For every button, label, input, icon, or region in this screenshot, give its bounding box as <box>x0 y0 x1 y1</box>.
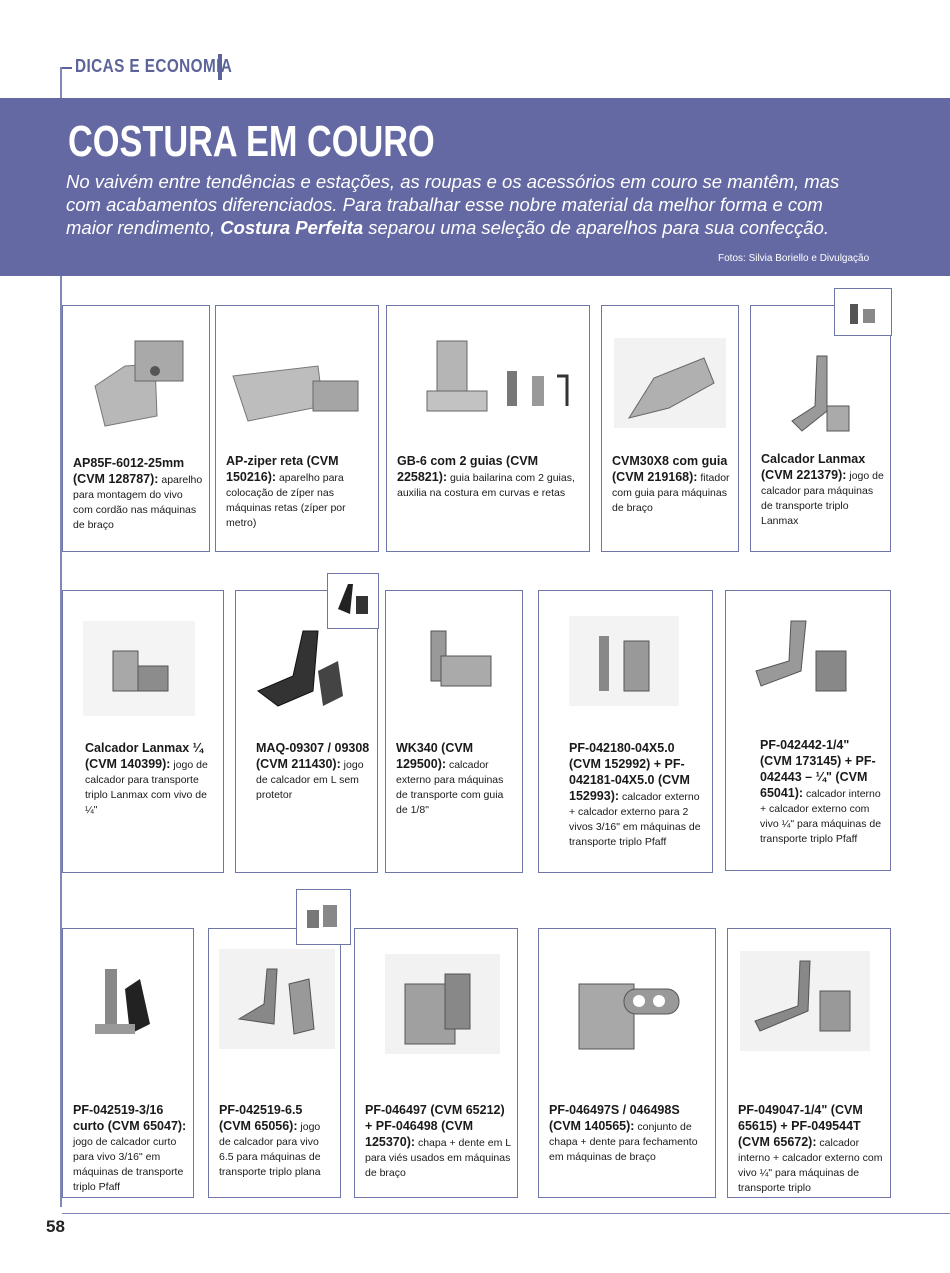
product-caption <box>612 454 732 516</box>
product-caption <box>396 741 516 818</box>
product-code: PF-042519-3/16 curto (CVM 65047): <box>73 1103 187 1133</box>
page-title: COSTURA EM COURO <box>68 117 435 166</box>
product-photo <box>614 338 726 428</box>
section-tag-bracket <box>213 54 222 80</box>
product-photo <box>75 949 183 1049</box>
photo-credit: Fotos: Silvia Boriello e Divulgação <box>718 253 870 264</box>
product-photo <box>406 616 506 711</box>
product-photo <box>219 949 335 1049</box>
product-caption <box>761 452 884 529</box>
product-desc: jogo de calcador curto para vivo 3/16" em máquinas de transporte triplo Pfaff <box>73 1136 184 1193</box>
product-code: MAQ-09307 / 09308 (CVM 211430): <box>256 741 370 771</box>
page-number: 58 <box>46 1217 65 1236</box>
intro-text-part: No vaivém entre tendências e estações, as roupas e os acessórios em couro se mantêm, mas com acabamentos diferenciados. Para trabalhar esse nobre material da melhor forma e com maior rendimento, <box>66 171 840 238</box>
product-photo <box>751 611 861 706</box>
product-caption <box>226 454 372 531</box>
product-card <box>354 928 518 1198</box>
product-caption <box>397 454 583 501</box>
product-code: CVM30X8 com guia (CVM 219168): <box>612 454 728 484</box>
product-caption <box>760 738 884 847</box>
product-card <box>727 928 891 1198</box>
product-desc: guia bailarina com 2 guias, auxilia na costura em curvas e retas <box>397 472 575 499</box>
product-caption <box>85 741 217 818</box>
product-card <box>386 305 590 552</box>
product-photo <box>787 351 857 441</box>
product-card <box>208 928 341 1198</box>
product-code: AP85F-6012-25mm (CVM 128787): <box>73 456 185 486</box>
product-photo <box>83 621 195 716</box>
detail-thumbnail <box>296 889 351 945</box>
product-desc: jogo de calcador para vivo 6.5 para máquinas de transporte triplo plana <box>219 1121 321 1178</box>
product-caption <box>549 1103 709 1165</box>
product-desc: aparelho para montagem do vivo com cordão nas máquinas de braço <box>73 474 203 531</box>
product-desc: jogo de calcador para transporte triplo Lanmax com vivo de ¼" <box>85 759 208 816</box>
product-desc: calcador externo para máquinas de transporte com guia de 1/8" <box>396 759 504 816</box>
product-caption <box>569 741 706 850</box>
detail-photo <box>835 289 890 334</box>
product-photo <box>228 346 368 436</box>
intro-brand: Costura Perfeita <box>220 217 364 238</box>
product-card <box>750 305 891 552</box>
product-photo <box>85 326 189 436</box>
product-card <box>215 305 379 552</box>
product-photo <box>407 331 577 441</box>
product-code: WK340 (CVM 129500): <box>396 741 474 771</box>
product-desc: jogo de calcador em L sem protetor <box>256 759 364 801</box>
product-code: PF-049047-1/4" (CVM 65615) + PF-049544T (CVM 65672): <box>738 1103 863 1149</box>
product-card <box>62 590 224 873</box>
product-desc: aparelho para colocação de zíper nas máquinas retas (zíper por metro) <box>226 472 346 529</box>
product-desc: calcador interno + calcador externo com vivo ¼" para máquinas de transporte triplo <box>738 1137 883 1194</box>
detail-thumbnail <box>834 288 892 336</box>
product-caption <box>219 1103 334 1180</box>
product-code: AP-ziper reta (CVM 150216): <box>226 454 339 484</box>
product-card <box>601 305 739 552</box>
product-code: PF-042180-04X5.0 (CVM 152992) + PF-042181-04X5.0 (CVM 152993): <box>569 741 690 803</box>
product-code: Calcador Lanmax ¼ (CVM 140399): <box>85 741 204 771</box>
product-photo <box>248 621 363 716</box>
detail-photo <box>328 574 377 627</box>
product-code: PF-042442-1/4" (CVM 173145) + PF-042443 – ¼" (CVM 65041): <box>760 738 876 800</box>
product-caption <box>73 1103 187 1195</box>
product-code: PF-046497S / 046498S (CVM 140565): <box>549 1103 680 1133</box>
product-desc: calcador interno + calcador externo com vivo ¼" para máquinas de transporte triplo Pfaff <box>760 788 882 845</box>
product-desc: conjunto de chapa + dente para fechamento em máquinas de braço <box>549 1121 698 1163</box>
product-code: Calcador Lanmax (CVM 221379): <box>761 452 866 482</box>
product-card <box>538 928 716 1198</box>
product-desc: jogo de calcador para máquinas de transporte triplo Lanmax <box>761 470 884 527</box>
product-code: PF-046497 (CVM 65212) + PF-046498 (CVM 125370): <box>365 1103 505 1149</box>
product-caption <box>256 741 371 803</box>
footer-rule <box>62 1213 950 1214</box>
detail-photo <box>297 890 349 943</box>
detail-thumbnail <box>327 573 379 629</box>
product-code: PF-042519-6.5 (CVM 65056): <box>219 1103 303 1133</box>
product-card <box>235 590 378 873</box>
product-caption <box>738 1103 884 1196</box>
product-photo <box>564 959 694 1059</box>
product-photo <box>740 951 870 1051</box>
product-code: GB-6 com 2 guias (CVM 225821): <box>397 454 538 484</box>
product-photo <box>385 954 500 1054</box>
product-desc: fitador com guia para máquinas de braço <box>612 472 730 514</box>
product-photo <box>569 616 679 706</box>
intro-text <box>66 170 856 239</box>
product-caption <box>365 1103 511 1181</box>
product-card <box>385 590 523 873</box>
intro-text-part: separou uma seleção de aparelhos para sua confecção. <box>363 217 830 238</box>
product-card <box>62 928 194 1198</box>
section-tag: DICAS E ECONOMIA <box>75 56 233 76</box>
product-desc: calcador externo + calcador externo para 2 vivos 3/16" em máquinas de transporte triplo Pfaff <box>569 791 701 848</box>
product-card <box>725 590 891 871</box>
product-desc: chapa + dente em L para viés usados em máquinas de braço <box>365 1137 511 1179</box>
product-card <box>62 305 210 552</box>
product-card <box>538 590 713 873</box>
product-caption <box>73 456 203 533</box>
